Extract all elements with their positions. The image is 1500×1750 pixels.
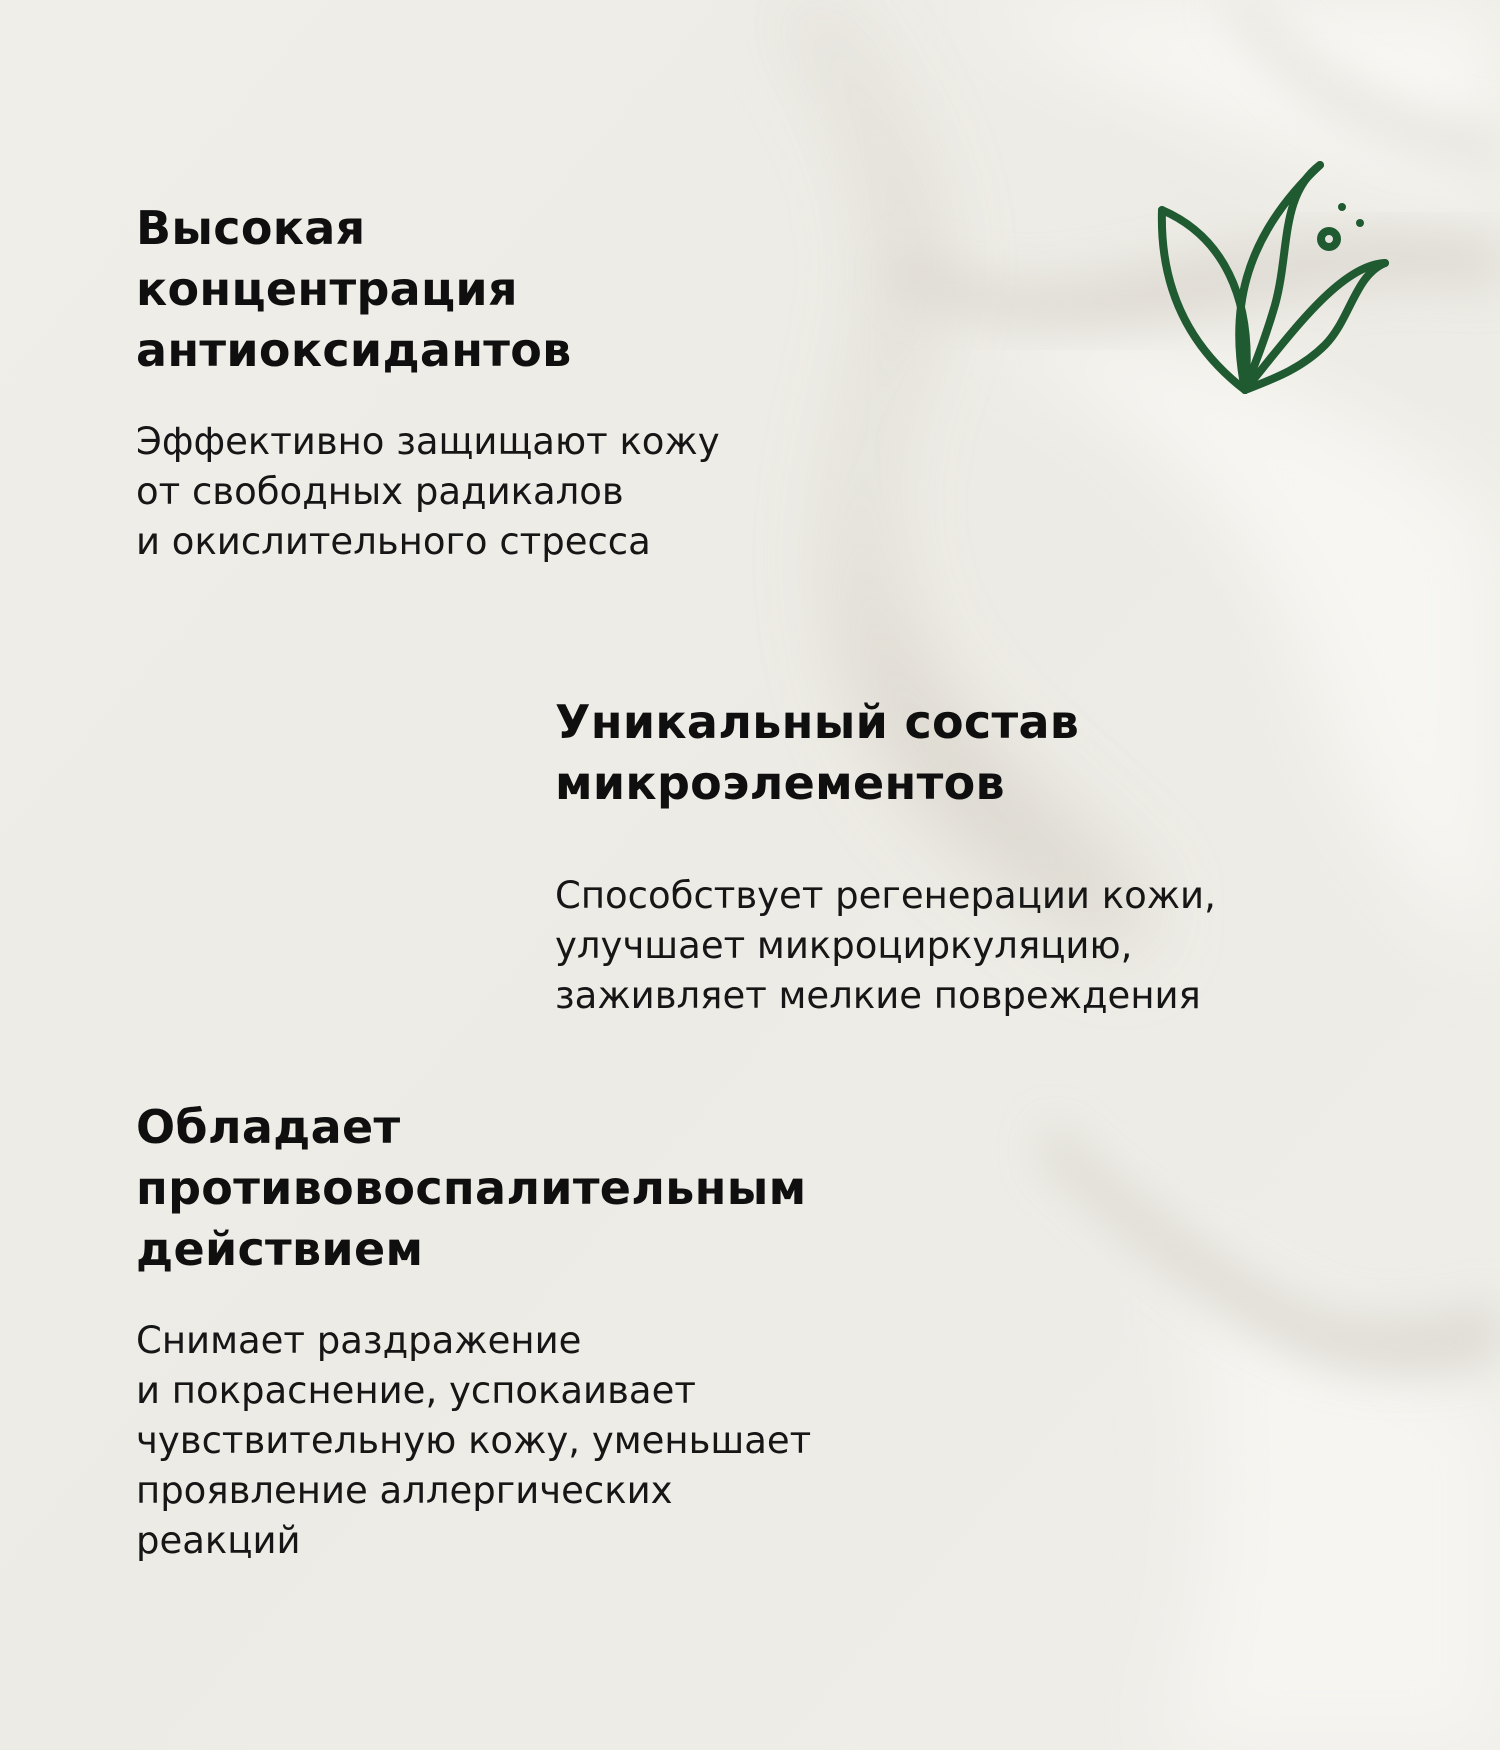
feature-microelements	[555, 692, 1216, 1021]
feature-title: Высокая концентрация антиоксидантов	[136, 201, 572, 377]
feature-anti-inflammatory	[136, 1097, 811, 1566]
feature-text: Снимает раздражение и покраснение, успокаивает чувствительную кожу, уменьшает проявление аллергических реакций	[136, 1319, 812, 1562]
feature-text: Способствует регенерации кожи, улучшает микроциркуляцию, заживляет мелкие повреждения	[555, 874, 1216, 1017]
feature-text: Эффективно защищают кожу от свободных радикалов и окислительного стресса	[136, 420, 720, 563]
feature-antioxidants	[136, 198, 720, 567]
feature-title: Уникальный состав микроэлементов	[555, 695, 1080, 810]
feature-title: Обладает противовоспалительным действием	[136, 1100, 807, 1276]
seaweed-leaves-icon	[1150, 155, 1400, 405]
